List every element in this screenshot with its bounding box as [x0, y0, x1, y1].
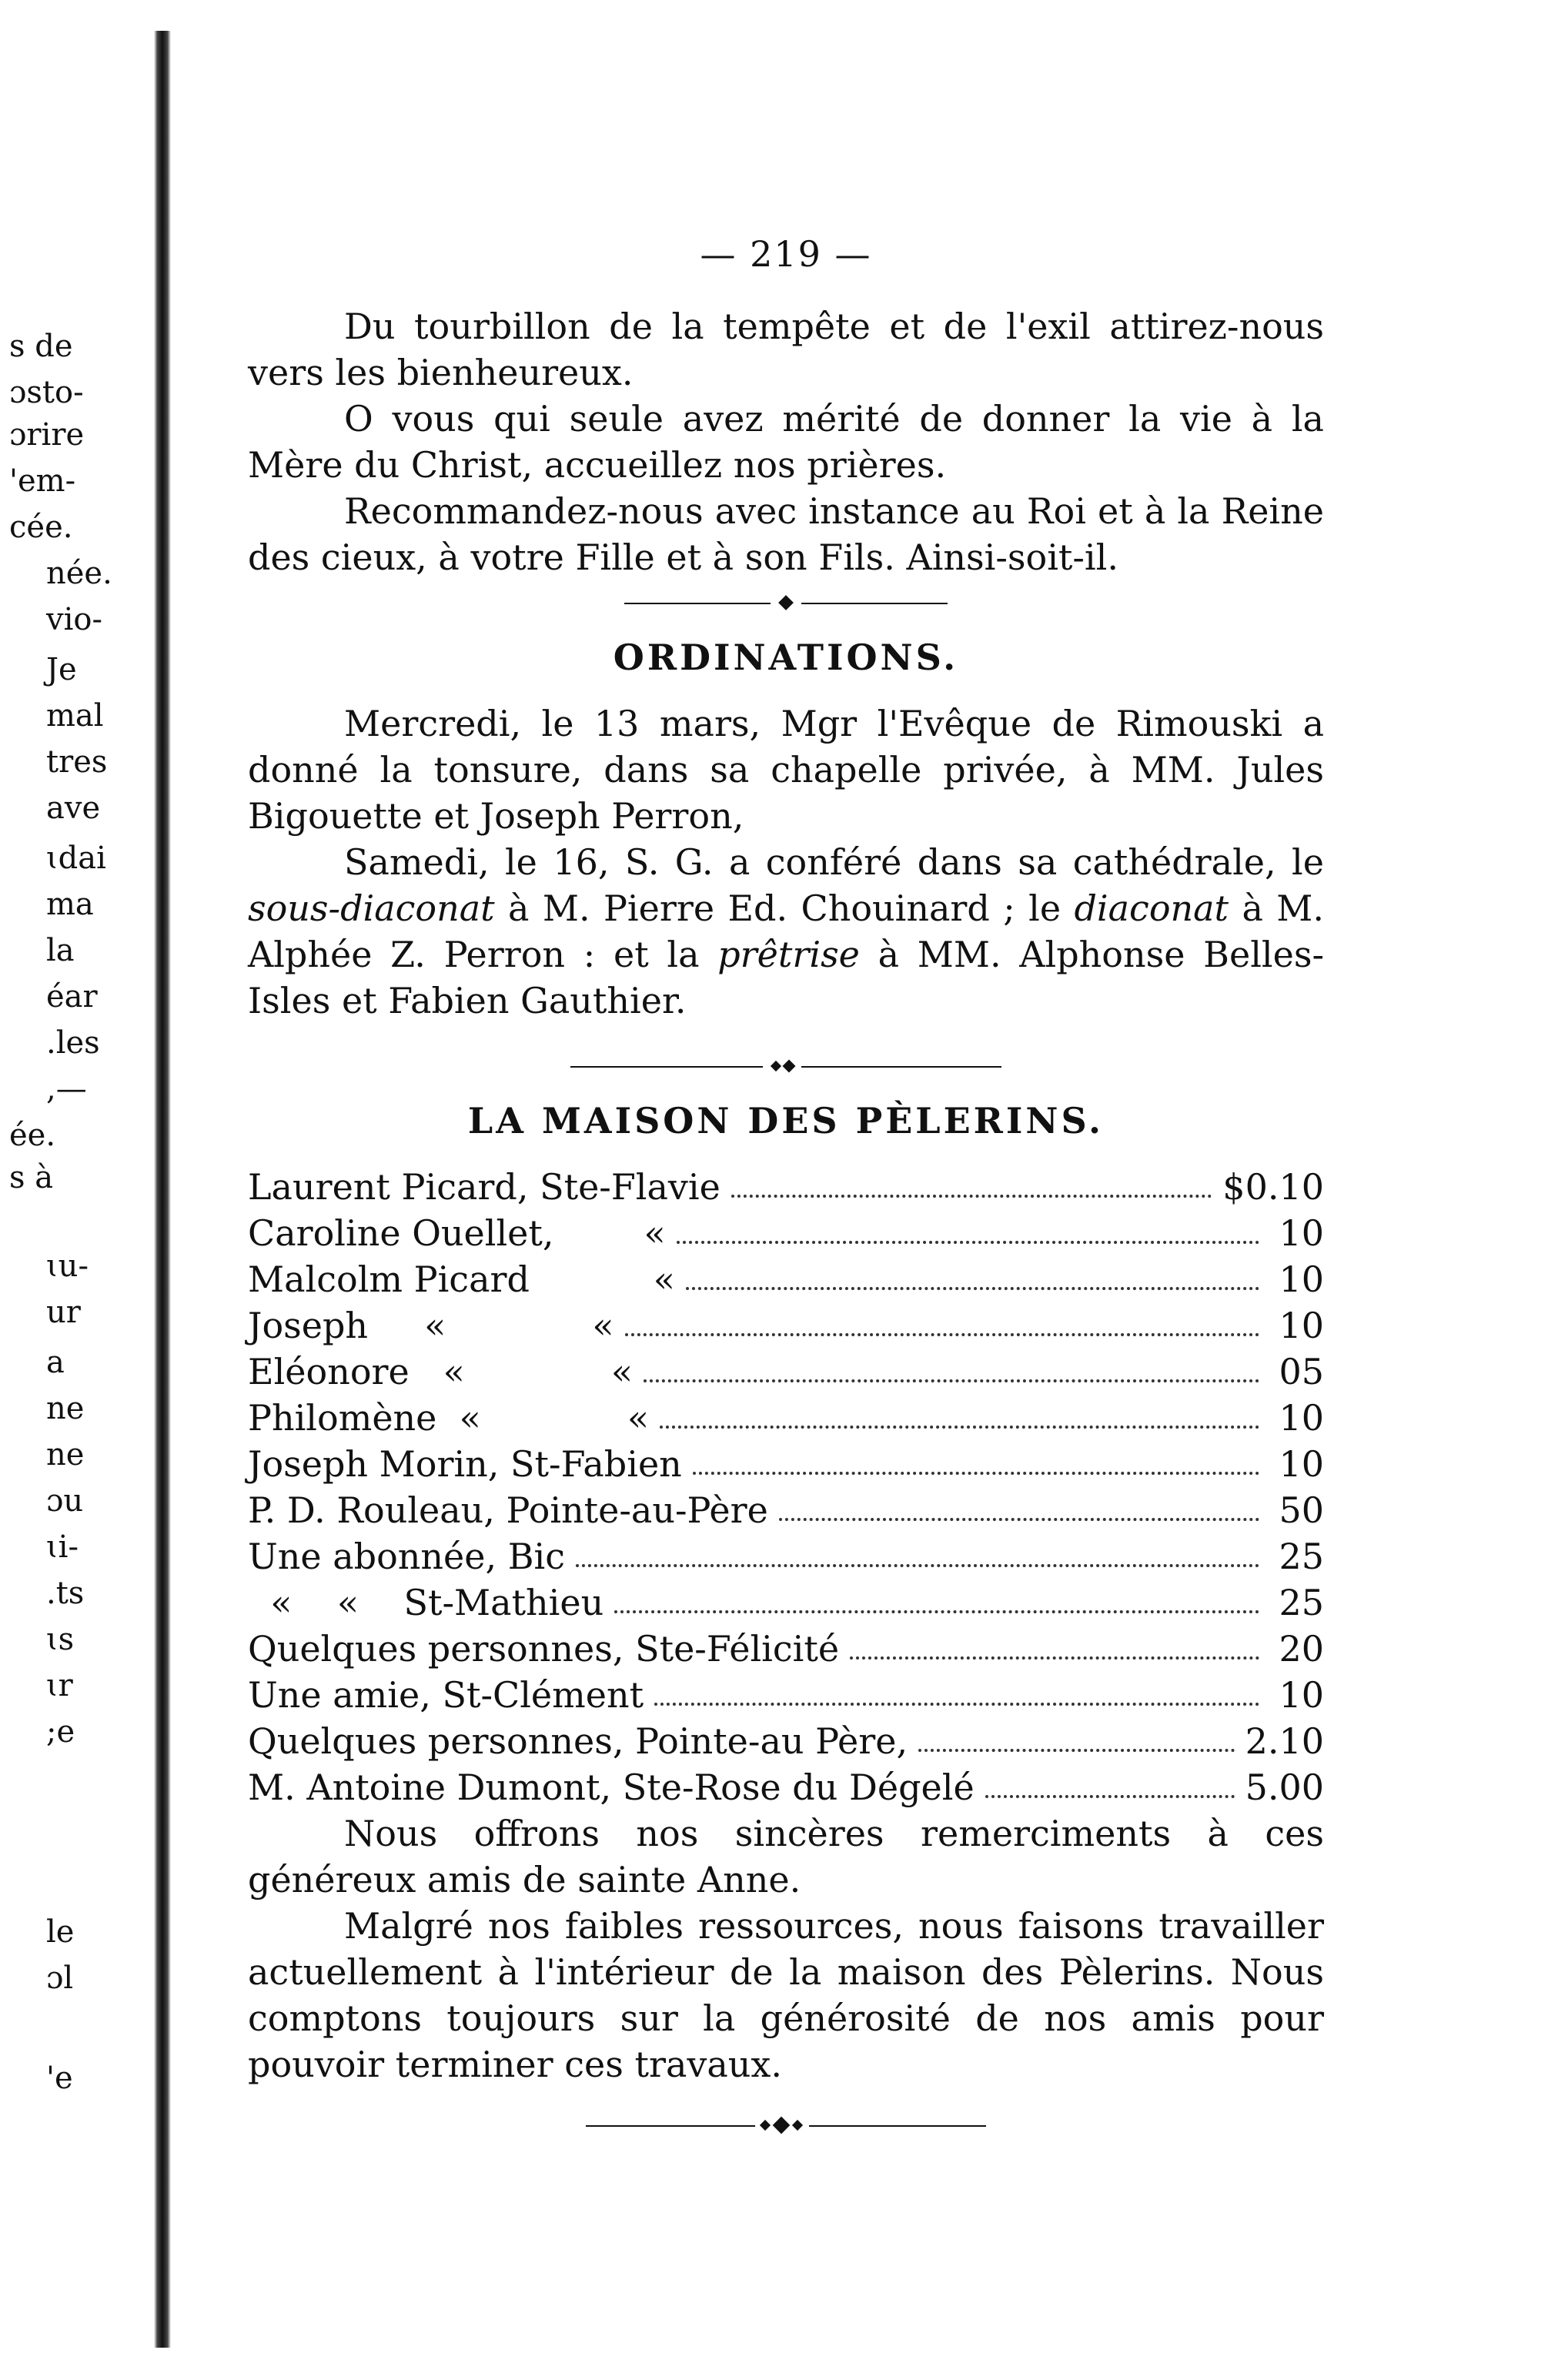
- gutter-fragment: s de: [9, 329, 73, 364]
- maison-paragraph-2: Malgré nos faibles ressources, nous faisons travailler actuellement à l'intérieur de la maison des Pèlerins. Nous comptons toujours sur la générosité de nos amis pour pouvoir terminer ces travaux.: [248, 1905, 1324, 2085]
- donation-amount: 25: [1279, 1536, 1324, 1577]
- gutter-fragment: ne: [46, 1391, 85, 1426]
- ordinations-paragraph-1: Mercredi, le 13 mars, Mgr l'Evêque de Rimouski a donné la tonsure, dans sa chapelle privée, à MM. Jules Bigouette et Joseph Perron,: [248, 703, 1324, 837]
- prayer-paragraph-2: O vous qui seule avez mérité de donner la vie à la Mère du Christ, accueillez nos prières.: [248, 398, 1324, 486]
- donor-name: Caroline Ouellet, «: [248, 1212, 666, 1254]
- gutter-fragment: ée.: [9, 1118, 56, 1153]
- gutter-fragment: ne: [46, 1437, 85, 1472]
- donor-name: Joseph « «: [248, 1305, 614, 1346]
- gutter-fragment: 'e: [46, 2061, 73, 2096]
- gutter-fragment: cée.: [9, 510, 73, 545]
- donor-name: Joseph Morin, St-Fabien: [248, 1443, 682, 1485]
- gutter-fragment: mal: [46, 698, 104, 734]
- leader-dots: [693, 1472, 1259, 1475]
- donation-row: [248, 1395, 1324, 1441]
- gutter-fragment: le: [46, 1914, 75, 1950]
- ordinations-text-d: à MM. Alphonse Belles-Isles et Fabien Gauthier.: [248, 934, 1324, 1021]
- gutter-fragment: s à: [9, 1160, 54, 1195]
- donation-row: [248, 1164, 1324, 1210]
- gutter-fragment: ɩs: [46, 1622, 75, 1657]
- section-divider: [570, 1051, 1001, 1082]
- donor-name: Quelques personnes, Pointe-au Père,: [248, 1720, 908, 1762]
- donation-list: [248, 1164, 1324, 1810]
- gutter-fragment: ;e: [46, 1714, 75, 1750]
- gutter-fragment: 'em-: [9, 463, 76, 499]
- gutter-fragment: ave: [46, 791, 101, 826]
- donor-name: P. D. Rouleau, Pointe-au-Père: [248, 1489, 768, 1531]
- leader-dots: [654, 1703, 1259, 1706]
- donor-name: Philomène « «: [248, 1397, 650, 1439]
- gutter-fragment: ɔl: [46, 1960, 74, 1996]
- gutter-fragment: ɩu-: [46, 1248, 89, 1284]
- leader-dots: [731, 1195, 1212, 1198]
- donation-amount: 2.10: [1245, 1720, 1324, 1762]
- donation-amount: 5.00: [1245, 1767, 1324, 1808]
- gutter-fragment: ɩi-: [46, 1529, 79, 1565]
- gutter-fragment: ur: [46, 1295, 81, 1330]
- donation-row: [248, 1256, 1324, 1302]
- donation-row: [248, 1349, 1324, 1395]
- leader-dots: [686, 1287, 1259, 1290]
- donor-name: « « St-Mathieu: [248, 1582, 604, 1623]
- gutter-fragment: ,—: [46, 1071, 87, 1107]
- donation-row: [248, 1626, 1324, 1672]
- donation-amount: 10: [1279, 1443, 1324, 1485]
- donation-row: [248, 1533, 1324, 1579]
- gutter-fragment: éar: [46, 979, 98, 1015]
- donor-name: Quelques personnes, Ste-Félicité: [248, 1628, 840, 1670]
- donor-name: Une abonnée, Bic: [248, 1536, 566, 1577]
- ordinations-heading: ORDINATIONS.: [613, 637, 959, 678]
- donation-row: [248, 1302, 1324, 1349]
- donation-amount: 50: [1279, 1489, 1324, 1531]
- donation-amount: $0.10: [1222, 1166, 1324, 1208]
- donation-row: [248, 1579, 1324, 1626]
- leader-dots: [644, 1379, 1259, 1382]
- gutter-fragment: .ts: [46, 1576, 85, 1611]
- donor-name: Une amie, St-Clément: [248, 1674, 644, 1716]
- page-number: — 219 —: [700, 233, 872, 275]
- ordinations-text-a: Samedi, le 16, S. G. a conféré dans sa cathédrale, le: [344, 841, 1324, 883]
- leader-dots: [779, 1518, 1259, 1521]
- gutter-fragment: ɩdai: [46, 841, 106, 876]
- leader-dots: [985, 1795, 1235, 1798]
- leader-dots: [660, 1426, 1259, 1429]
- ordinations-paragraph-2: [248, 839, 1324, 1024]
- donation-amount: 05: [1279, 1351, 1324, 1392]
- donation-row: [248, 1718, 1324, 1764]
- donation-row: [248, 1487, 1324, 1533]
- donation-amount: 25: [1279, 1582, 1324, 1623]
- donor-name: Malcolm Picard «: [248, 1259, 675, 1300]
- donation-amount: 10: [1279, 1674, 1324, 1716]
- leader-dots: [625, 1333, 1259, 1336]
- donation-row: [248, 1764, 1324, 1810]
- gutter-fragment: ma: [46, 887, 94, 922]
- gutter-fragment: ɔrire: [9, 417, 85, 453]
- prayer-paragraph-3: Recommandez-nous avec instance au Roi et à la Reine des cieux, à votre Fille et à son Fils. Ainsi-soit-il.: [248, 490, 1324, 578]
- closing-divider: [586, 2111, 986, 2141]
- leader-dots: [918, 1749, 1235, 1752]
- leader-dots: [576, 1564, 1259, 1567]
- gutter-fragment: la: [46, 933, 75, 968]
- gutter-fragment: .les: [46, 1025, 100, 1061]
- maison-paragraph-1: Nous offrons nos sincères remerciments à ces généreux amis de sainte Anne.: [248, 1813, 1324, 1900]
- donor-name: Eléonore « «: [248, 1351, 633, 1392]
- leader-dots: [677, 1241, 1259, 1244]
- ordinations-text-c: à M. Alphée Z. Perron : et la: [248, 887, 1324, 975]
- donor-name: M. Antoine Dumont, Ste-Rose du Dégelé: [248, 1767, 975, 1808]
- page-binding-edge: [154, 31, 171, 2348]
- ordinations-text-b: à M. Pierre Ed. Chouinard ; le: [494, 887, 1075, 929]
- maison-heading: LA MAISON DES PÈLERINS.: [467, 1100, 1105, 1142]
- page-content: [248, 231, 1324, 2154]
- prayer-paragraph-1: Du tourbillon de la tempête et de l'exil attirez-nous vers les bienheureux.: [248, 306, 1324, 393]
- donor-name: Laurent Picard, Ste-Flavie: [248, 1166, 721, 1208]
- gutter-fragment: ɔu: [46, 1483, 84, 1519]
- gutter-fragment: ɔsto-: [9, 375, 84, 410]
- donation-row: [248, 1441, 1324, 1487]
- donation-amount: 10: [1279, 1397, 1324, 1439]
- leader-dots: [614, 1610, 1259, 1613]
- donation-row: [248, 1210, 1324, 1256]
- gutter-fragment: tres: [46, 744, 108, 780]
- donation-row: [248, 1672, 1324, 1718]
- donation-amount: 10: [1279, 1259, 1324, 1300]
- gutter-fragment: ɩr: [46, 1668, 73, 1703]
- gutter-fragment: née.: [46, 556, 112, 591]
- section-divider: [624, 588, 948, 619]
- gutter-fragment: vio-: [46, 602, 102, 637]
- leader-dots: [850, 1656, 1259, 1660]
- diaconat-term: diaconat: [1074, 887, 1229, 929]
- donation-amount: 10: [1279, 1305, 1324, 1346]
- gutter-fragment: Je: [46, 652, 77, 687]
- pretrise-term: prêtrise: [717, 934, 860, 975]
- donation-amount: 20: [1279, 1628, 1324, 1670]
- sous-diaconat-term: sous-diaconat: [248, 887, 495, 929]
- gutter-fragment: a: [46, 1345, 65, 1380]
- donation-amount: 10: [1279, 1212, 1324, 1254]
